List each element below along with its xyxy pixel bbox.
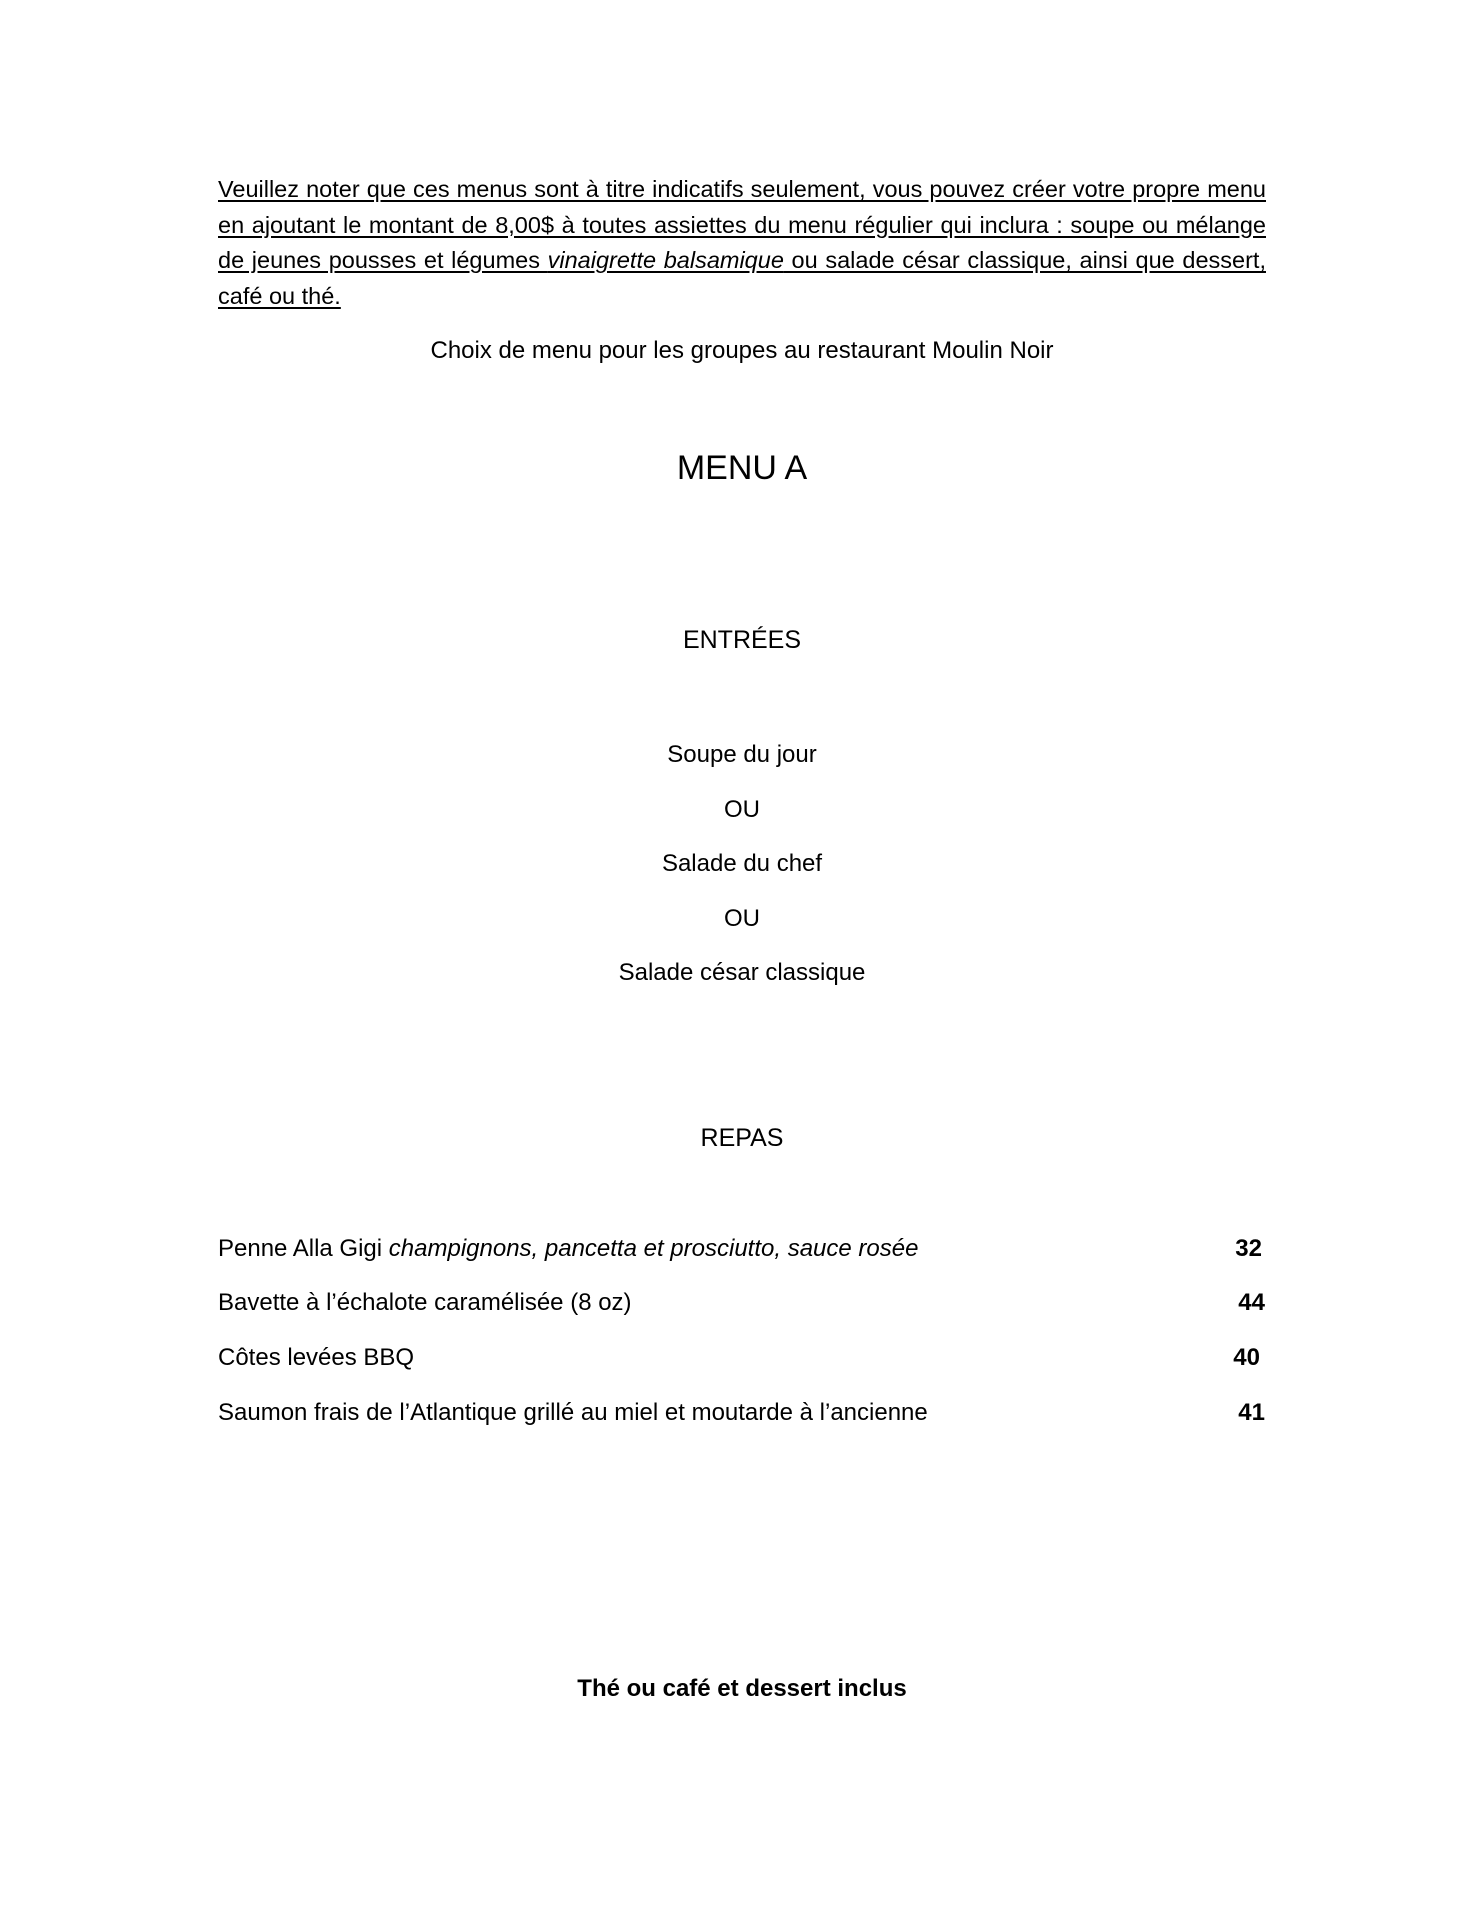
notice-text-part1: Veuillez noter que ces menus sont à titre indicatifs seulement, vous pouvez créer votre propre menu en ajoutant le montant de 8,00$ à toutes assiettes du menu régulier qui inclura : soupe ou mélange de jeunes pousses et légumes [218, 176, 1266, 273]
main-item-price: 44 [1238, 1289, 1265, 1316]
notice-text-part2: ou salade césar classique, ainsi que dessert, café ou thé. [218, 247, 1266, 309]
starters-heading: ENTRÉES [682, 626, 802, 654]
page-subtitle: Choix de menu pour les groupes au restaurant Moulin Noir [430, 337, 1054, 364]
starter-separator: OU [724, 905, 760, 932]
main-item-name: Saumon frais de l’Atlantique grillé au miel et moutarde à l’ancienne [218, 1399, 928, 1426]
main-item-title: Penne Alla Gigi [218, 1235, 389, 1262]
starter-item: Salade césar classique [618, 959, 866, 986]
mains-heading: REPAS [700, 1124, 784, 1152]
main-item-name [218, 1232, 918, 1266]
starter-item: Soupe du jour [667, 741, 817, 768]
notice-text-italic: vinaigrette balsamique [547, 247, 784, 273]
main-item-name: Bavette à l’échalote caramélisée (8 oz) [218, 1289, 632, 1316]
main-item-price: 32 [1235, 1235, 1262, 1262]
menu-title: MENU A [676, 449, 808, 487]
included-note: Thé ou café et dessert inclus [577, 1675, 907, 1702]
main-item-description: champignons, pancetta et prosciutto, sauce rosée [388, 1235, 919, 1262]
custom-menu-notice [218, 172, 1266, 314]
starter-item: Salade du chef [661, 850, 823, 877]
starter-separator: OU [724, 796, 760, 823]
main-item-name: Côtes levées BBQ [218, 1344, 415, 1371]
main-item-price: 41 [1238, 1399, 1265, 1426]
main-item-price: 40 [1233, 1344, 1260, 1371]
